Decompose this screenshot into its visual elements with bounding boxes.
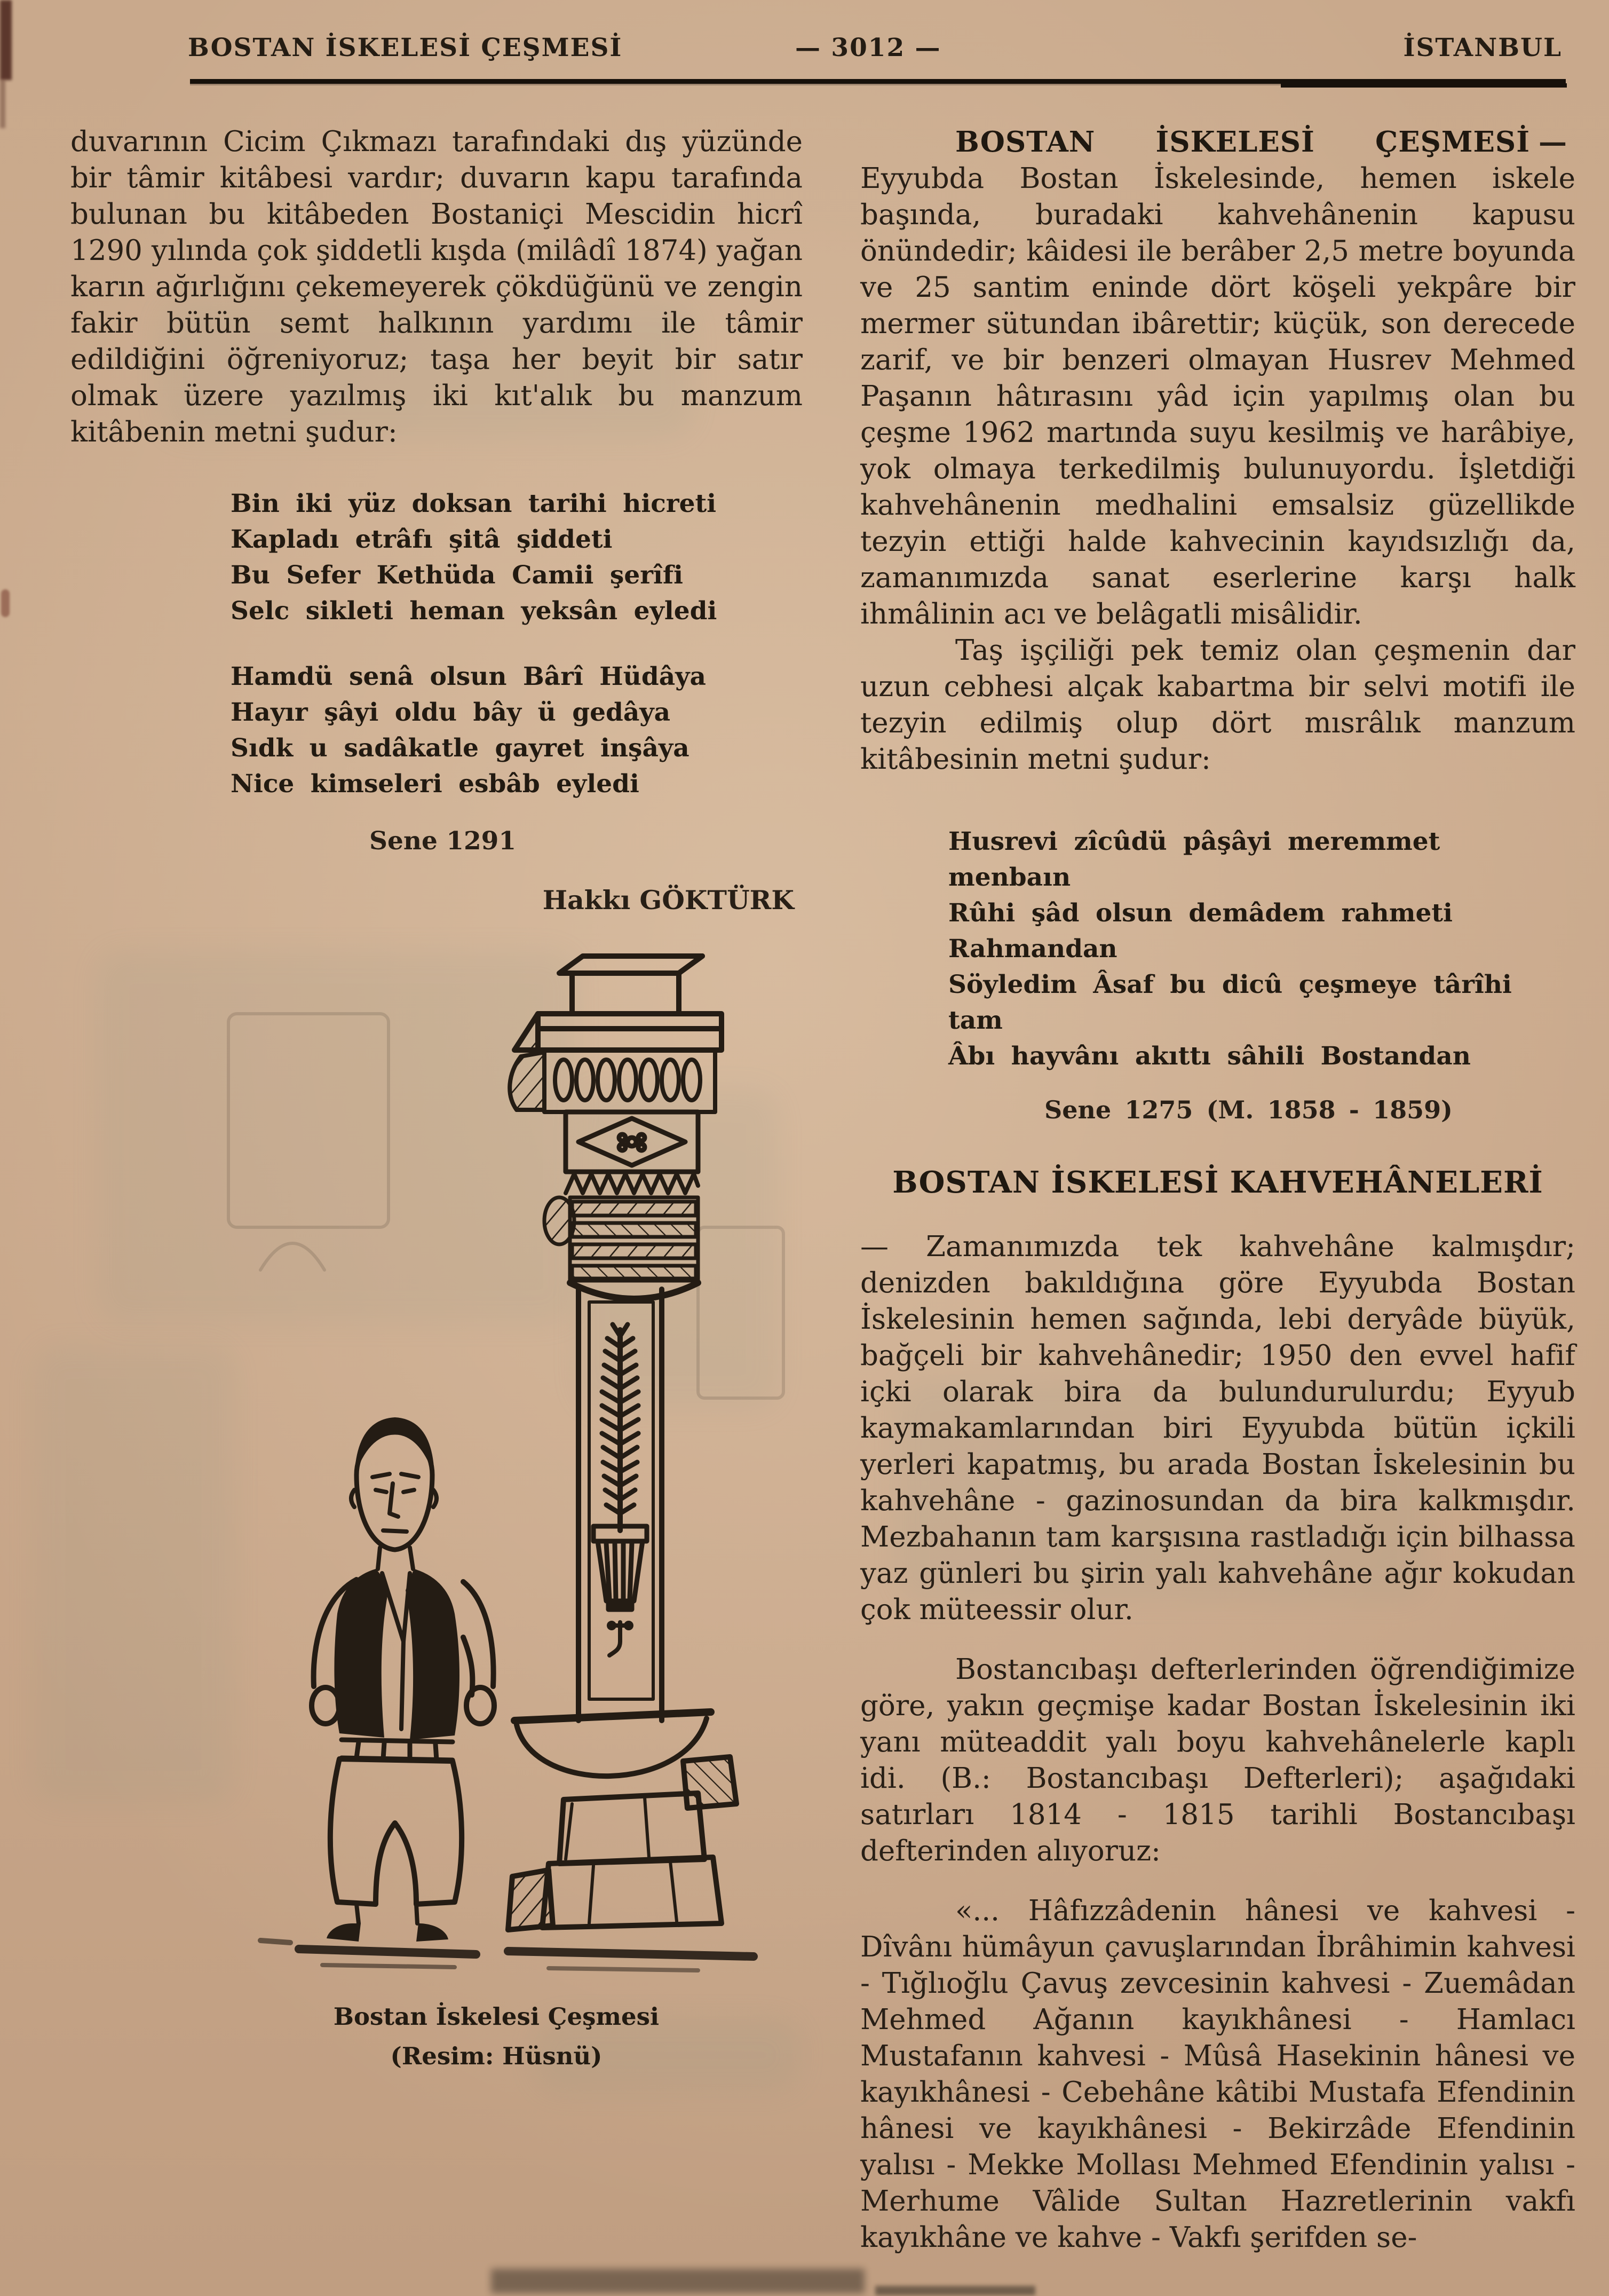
illustration-caption [196,1997,796,2076]
page-number: — 3012 — [795,33,941,62]
entry-1-body-text: Eyyubda Bostan İskelesinde, hemen iskele başında, buradaki kahvehânenin kapusu önündedir; kâidesi ile berâber 2,5 metre boyunda ve 25 santim eninde dört köşeli yekpâre bir mermer sütundan ibârettir; küçük, son derecede zarif, ve bir benzeri olmayan Husrev Mehmed Paşanın hâtırasını yâd için yapılmış olan bu çeşme 1962 martında suyu kesilmiş ve harâbiye, yok olmaya terkedilmiş bulunuyordu. İşletdiği kahvehânenin medhalini emsalsiz güzellikde tezyin ettiği halde kahvecinin kayıdsızlığı da, zamanımızda sanat eserlerine karşı halk ihmâlinin acı ve belâgatli misâlidir. [860,162,1575,630]
man-figure [312,1417,494,1942]
right-column [860,124,1575,2256]
poem-line: Nice kimseleri esbâb eyledi [231,769,639,799]
scan-artifact [875,2286,1035,2295]
poem-line: Husrevi zîcûdü pâşâyi meremmet menbaın [948,827,1440,892]
poem-line: Hamdü senâ olsun Bârî Hüdâya [231,662,706,691]
entry-2-paragraph-2: Bostancıbaşı defterlerinden öğrendiğimize göre, yakın geçmişe kadar Bostan İskelesinin iki yanı müteaddit yalı boyu kahvehânelerle kaplı idi. (B.: Bostancıbaşı Defterleri); aşağıdaki satırları 1814 - 1815 tarihli Bostancıbaşı defterinden alıyoruz: [860,1653,1575,1867]
cypress-relief [602,1324,638,1530]
entry-separator: — [1539,125,1567,159]
caption-line: Bostan İskelesi Çeşmesi [333,2002,660,2031]
inscription-date: Sene 1291 [369,826,517,856]
inscription-poem-stanza-2 [231,659,803,802]
entry-1-paragraph [860,124,1575,633]
stone-base [508,1757,736,1930]
ground-shadow [260,1940,754,1970]
fountain-inscription-poem [948,824,1575,1074]
entry-1-paragraph-2: Taş işçiliği pek temiz olan çeşmenin dar uzun cebhesi alçak kabartma bir selvi motifi ile tezyin edilmiş olup dört mısrâlık manzum kitâbesinin metni şudur: [860,634,1575,776]
poem-line: Hayır şâyi oldu bây ü gedâya [231,698,671,727]
poem-line: Bu Sefer Kethüda Camii şerîfi [231,561,683,590]
tap-icon [609,1622,631,1655]
caption-line: (Resim: Hüsnü) [390,2042,603,2070]
poem-line: Âbı hayvânı akıttı sâhili Bostandan [948,1042,1471,1071]
running-title-right: İSTANBUL [1403,33,1562,62]
poem-line: Selc sikleti heman yeksân eyledi [231,596,717,626]
entry-2-paragraph-1: — Zamanımızda tek kahvehâne kalmışdır; denizden bakıldığına göre Eyyubda Bostan İskelesinin hemen sağında, lebi deryâde büyük, bağçeli bir kahvehânedir; 1950 den evvel hafif içki olarak bira da bulundurulurdu; Eyyub kaymakamlarından biri Eyyubda bütün içkili yerleri kapatmış, bu arada Bostan İskelesinin bu kahvehâne - gazinosundan da bira kalkmışdır. Mezbahanın tam karşısına rastladığı için bilhassa yaz günleri bu şirin yalı kahvehâne ağır kokudan çok müteessir olur. [860,1230,1575,1626]
illustration-figure [196,950,796,2076]
scan-artifact [1,589,10,617]
fountain-illustration [196,950,796,1975]
entry-2-paragraph-3: «... Hâfızzâdenin hânesi ve kahvesi - Dîvânı hümâyun çavuşlarından İbrâhimin kahvesi - Tığlıoğlu Çavuş zevcesinin kahvesi - Zuemâdan Mehmed Ağanın kayıkhânesi - Hamlacı Mustafanın kahvesi - Mûsâ Hasekinin hânesi ve kayıkhânesi - Cebehâne kâtibi Mustafa Efendinin hânesi ve kayıkhânesi - Bekirzâde Efendinin yalısı - Mekke Mollası Mehmed Efendinin yalısı - Merhume Vâlide Sultan Hazretlerinin vakfı kayıkhâne ve kahve - Vakfı şerifden se- [860,1895,1575,2254]
poem-line: Kapladı etrâfı şitâ şiddeti [231,525,613,554]
poem-line: Söyledim Âsaf bu dicû çeşmeye târîhi tam [948,970,1512,1035]
left-column [70,124,803,2076]
poem-line: Rûhi şâd olsun demâdem rahmeti Rahmandan [948,898,1453,964]
inscription-date: Sene 1275 (M. 1858 - 1859) [1044,1095,1453,1124]
pot-relief [593,1526,647,1609]
entry-2-headword: BOSTAN İSKELESİ KAHVEHÂNELERİ [892,1165,1543,1200]
article-continuation-text: duvarının Cicim Çıkmazı tarafındaki dış yüzünde bir tâmir kitâbesi vardır; duvarın kapu tarafında bulunan bu kitâbeden Bostaniçi Mescidin hicrî 1290 yılında çok şiddetli kışda (milâdî 1874) yağan karın ağırlığını çekemeyerek çökdüğünü ve zengin fakir bütün semt halkının yardımı ile tâmir edildiğini öğreniyoruz; taşa her beyit bir satır olmak üzere yazılmış iki kıt'alık bu manzum kitâbenin metni şudur: [70,125,803,448]
poem-line: Bin iki yüz doksan tarihi hicreti [231,489,717,518]
running-title-left: BOSTAN İSKELESİ ÇEŞMESİ [188,33,623,62]
scan-artifact [0,80,5,128]
scan-artifact [491,2269,865,2293]
scan-artifact [0,0,12,80]
inscription-poem-stanza-1 [231,486,803,629]
poem-line: Sıdk u sadâkatle gayret inşâya [231,733,689,763]
header-rule-segment [1281,83,1567,88]
article-author: Hakkı GÖKTÜRK [542,885,794,916]
entry-1-headword: BOSTAN İSKELESİ ÇEŞMESİ [955,125,1530,159]
fountain-column [508,956,736,1930]
